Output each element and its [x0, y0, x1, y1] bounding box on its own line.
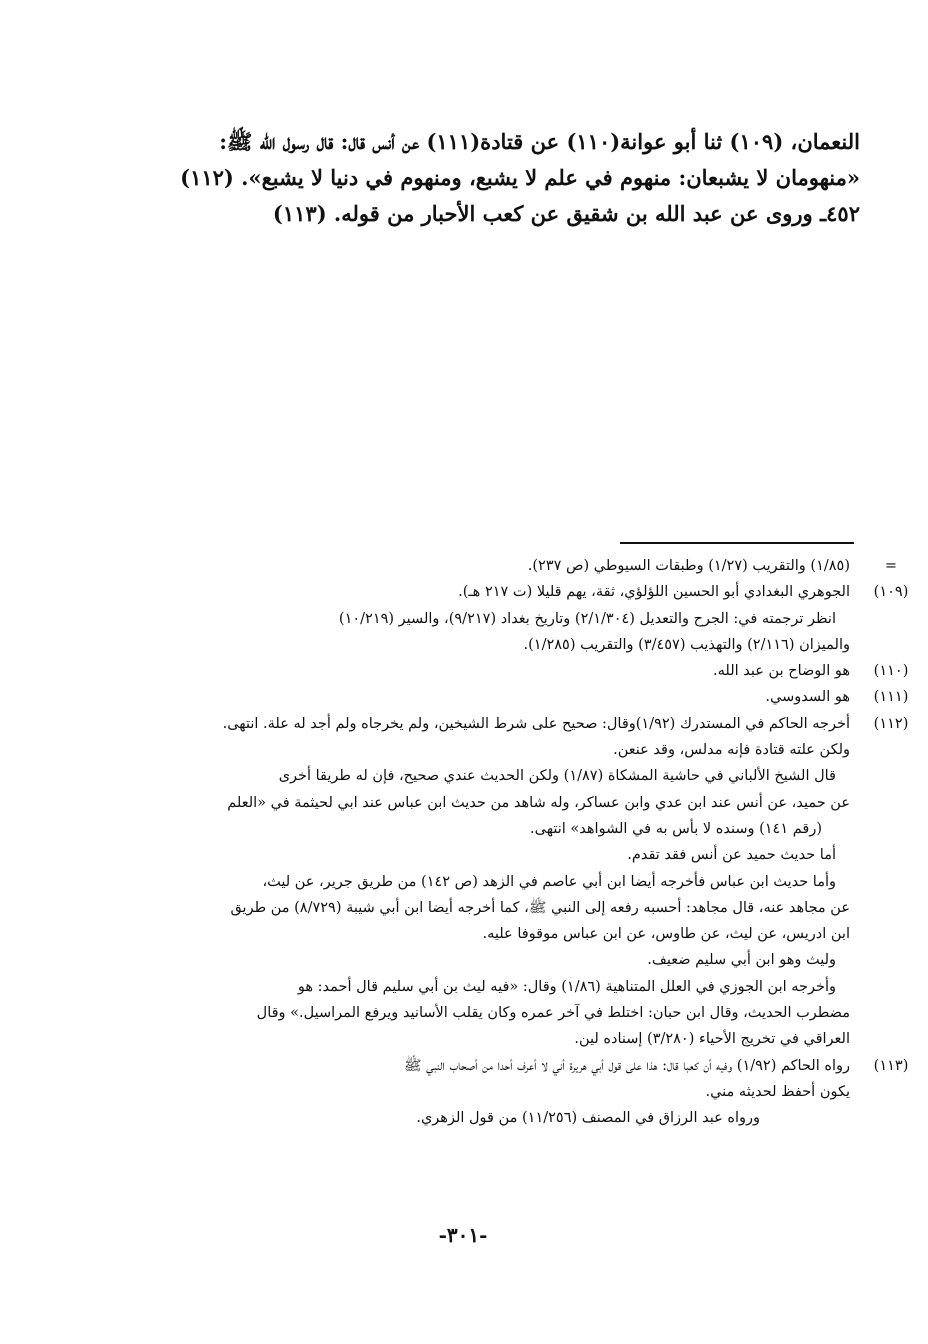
footnote-number: (١١٢) — [873, 715, 909, 732]
footnote-text: ورواه عبد الرزاق في المصنف (١١/٢٥٦) من قول الزهري. — [416, 1110, 760, 1127]
footnote-number: (١٠٩) — [873, 584, 909, 601]
main-text-line: «منهومان لا يشبعان: منهوم في علم لا يشبع، ومنهوم في دنيا لا يشبع». (١١٢) — [180, 165, 860, 190]
footnote-number: (١١٣) — [873, 1057, 909, 1074]
footnote-text: مضطرب الحديث، وقال ابن حبان: اختلط في آخر عمره وكان يقلب الأسانيد ويرفع المراسيل.» وقال — [256, 1005, 850, 1022]
footnote-line — [150, 974, 850, 1000]
footnote-line — [150, 1105, 850, 1131]
footnote-line — [150, 606, 850, 632]
footnote-line — [150, 711, 909, 737]
footnote-text: ابن ادريس، عن ليث، عن طاوس، عن ابن عباس موقوفا عليه. — [482, 926, 850, 943]
footnote-text: وأخرجه ابن الجوزي في العلل المتناهية (١/٨٦) وقال: «فيه ليث بن أبي سليم قال أحمد: هو — [297, 978, 836, 995]
footnote-text: رواه الحاكم (١/٩٢) وفيه أن كعبا قال: هذا على قول أبي هريرة أني لا أعرف أحدا من أصحاب النبي ﷺ — [404, 1057, 850, 1074]
footnote-line — [150, 790, 850, 816]
footnote-text: وأما حديث ابن عباس فأخرجه أيضا ابن أبي عاصم في الزهد (ص ١٤٢) من طريق جرير، عن ليث، — [262, 873, 836, 890]
footnote-text: عن مجاهد عنه، قال مجاهد: أحسبه رفعه إلى النبي ﷺ، كما أخرجه أيضا ابن أبي شيبة (٨/٧٢٩) من طريق — [230, 899, 850, 916]
footnote-text: (رقم ١٤١) وسنده لا بأس به في الشواهد» انتهى. — [530, 820, 822, 837]
footnote-number: (١١٠) — [873, 663, 909, 680]
footnote-line — [150, 658, 909, 684]
footnote-line — [150, 895, 850, 921]
footnote-line — [150, 579, 909, 605]
footnote-number: (١١١) — [873, 689, 909, 706]
footnote-line — [150, 763, 850, 789]
footnote-text: قال الشيخ الألباني في حاشية المشكاة (١/٨٧) ولكن الحديث عندي صحيح، فإن له طريقا أخرى — [278, 768, 836, 785]
main-text — [150, 124, 860, 232]
footnote-text: هو الوضاح بن عبد الله. — [713, 663, 850, 680]
footnote-line — [150, 684, 909, 710]
main-text-line: ٤٥٢ـ وروى عن عبد الله بن شقيق عن كعب الأحبار من قوله. (١١٣) — [272, 201, 860, 226]
footnote-line — [150, 1079, 850, 1105]
footnote-text: (١/٨٥) والتقريب (١/٢٧) وطبقات السيوطي (ص ٢٣٧). — [527, 558, 850, 574]
footnotes — [150, 553, 909, 1132]
footnote-text: الجوهري البغدادي أبو الحسين اللؤلؤي، ثقة، يهم قليلا (ت ٢١٧ هـ). — [458, 584, 850, 601]
footnote-line — [150, 553, 898, 579]
footnote-text: وليث وهو ابن أبي سليم ضعيف. — [647, 952, 836, 969]
footnote-text: العراقي في تخريج الأحياء (٣/٢٨٠) إسناده لين. — [574, 1031, 850, 1048]
footnote-text: ولكن علته قتادة فإنه مدلس، وقد عنعن. — [613, 742, 850, 759]
footnote-line — [150, 869, 850, 895]
main-text-line: النعمان، (١٠٩) ثنا أبو عوانة(١١٠) عن قتادة(١١١) عن أنس قال: قال رسول الله ﷺ: — [219, 129, 860, 154]
footnote-line — [150, 1053, 909, 1079]
page-number: -٣٠١- — [438, 1223, 488, 1247]
footnote-line — [150, 842, 850, 868]
footnote-number: = — [884, 558, 898, 574]
footnote-line — [150, 1000, 850, 1026]
footnote-line — [150, 816, 850, 842]
footnote-text: عن حميد، عن أنس عند ابن عدي وابن عساكر، وله شاهد من حديث ابن عباس عند ابي لحيثمة في «العلم — [227, 794, 850, 811]
footnote-line — [150, 737, 850, 763]
footnote-text: يكون أحفظ لحديثه مني. — [705, 1083, 850, 1100]
footnote-line — [150, 921, 850, 947]
footnote-separator — [620, 542, 854, 544]
footnote-text: انظر ترجمته في: الجرح والتعديل (٢/١/٣٠٤) وتاريخ بغداد (٩/٢١٧)، والسير (١٠/٢١٩) — [338, 610, 836, 627]
footnote-line — [150, 947, 850, 973]
footnote-text: أخرجه الحاكم في المستدرك (١/٩٢)وقال: صحيح على شرط الشيخين، ولم يخرجاه ولم أجد له علة. انتهى. — [222, 715, 850, 732]
footnote-text: هو السدوسي. — [765, 689, 850, 706]
footnote-line — [150, 1026, 850, 1052]
footnote-text: أما حديث حميد عن أنس فقد تقدم. — [627, 847, 836, 864]
footnote-text: والميزان (٢/١١٦) والتهذيب (٣/٤٥٧) والتقريب (١/٢٨٥). — [523, 636, 850, 653]
footnote-line — [150, 632, 850, 658]
